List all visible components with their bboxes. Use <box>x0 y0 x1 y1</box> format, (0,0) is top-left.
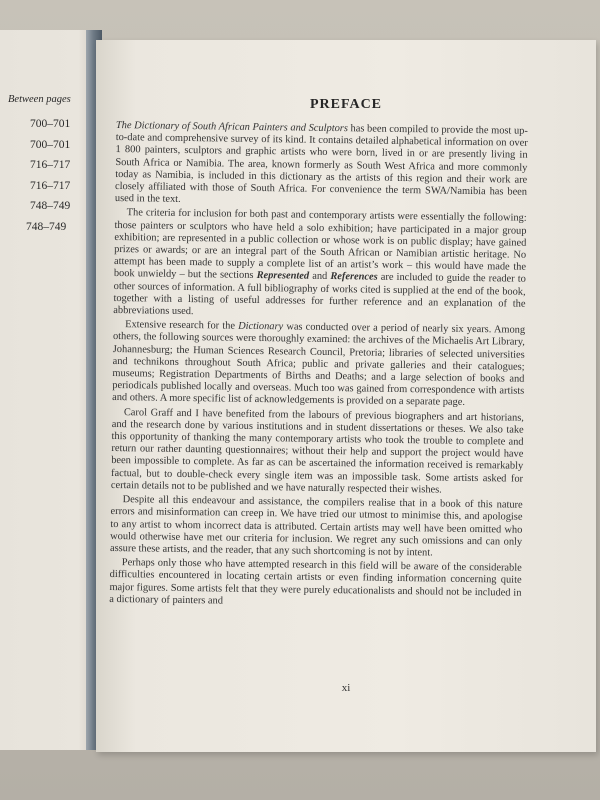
plate-index-label: Between pages <box>8 94 71 105</box>
page-number: xi <box>341 682 351 694</box>
page-title: PREFACE <box>309 97 383 112</box>
section-name-represented: Represented <box>256 270 310 283</box>
preface-body <box>109 120 528 614</box>
paragraph-intro: The Dictionary of South African Painters and Sculptors has been compiled to provide the most up-to-date and comprehensive survey of its kind. It contains detailed alphabetical information on over 1 800 painters, sculptors and graphic artists who were born, lived in or are presently living in South Africa or Namibia. The area, known formerly as South West Africa and more commonly today as Namibia, is included in this dictionary as the artists of this region and their work are closely affiliated with those of South Africa. For convenience the term SWA/Namibia has been used in the text. <box>114 120 528 206</box>
book-title: The Dictionary of South African Painters and Sculptors <box>115 120 348 135</box>
plate-page-range: 700–701 <box>30 118 71 130</box>
plate-page-range: 700–701 <box>30 138 71 151</box>
paragraph-acknowledgement: Carol Graff and I have benefited from the labours of previous biographers and art historians, and the research done by various institutions and in student dissertations or theses. We also take this opportunity of thanking the many contemporary artists who took the trouble to complete and return our rather daunting questionnaires; without their help and support the project would have been impossible to complete. As far as can be ascertained the information received is remarkably factual, but to double-check every single item was an impossible task. Some artists asked for certain details not to be published and we have naturally respected their wishes. <box>110 406 524 496</box>
plate-page-range: 748–749 <box>30 200 71 212</box>
plate-index <box>8 94 88 237</box>
plate-page-range: 716–717 <box>30 159 71 171</box>
plate-page-range: 748–749 <box>26 220 67 233</box>
paragraph-errors: Despite all this endeavour and assistance, the compilers realise that in a book of this nature errors and misinformation can creep in. We have tried our utmost to minimise this, and apologise to any artist to whom incorrect data is attributed. Certain artists may well have been omitted who would otherwise have met our criteria for inclusion. We regret any such omissions and can only assure these artists, and the reader, that any such shortcoming is not by intent. <box>109 494 523 559</box>
paragraph-research: Extensive research for the Dictionary was conducted over a period of nearly six years. Among others, the following sources were thoroughly examined: the archives of the Michaelis Art Library, Johannesburg; the Human Sciences Research Council, Pretoria; libraries of selected universities and technikons throughout South Africa; public and private galleries and their catalogues; museums; Registration Departments of Births and Deaths; and a large selection of books and periodicals published locally and overseas. Much too was gained from correspondence with artists and others. A more specific list of acknowledgements is provided on a separate page. <box>112 319 526 409</box>
paragraph-criteria: The criteria for inclusion for both past and contemporary artists were essentially the following: those painters or sculptors who have held a solo exhibition; have participated in a major group exhibition; are represented in a public collection or whose work is on public display; have gained prizes or awards; or are an integral part of the South African or Namibian artistic heritage. No attempt has been made to supply a complete list of an artist’s work – this would have made the book unwieldy – but the sections Represented and References are included to guide the reader to other sources of information. A full bibliography of works cited is supplied at the end of the book, together with a listing of useful addresses for further reference and an explanation of the abbreviations used. <box>113 207 527 318</box>
paragraph-difficulties: Perhaps only those who have attempted research in this field will be aware of the considerable difficulties encountered in locating certain artists or even finding information concerning quite major figures. Some artists felt that they were purely educationalists and should not be included in a dictionary of painters and <box>109 557 522 607</box>
section-name-references: References <box>330 271 378 284</box>
plate-page-range: 716–717 <box>30 179 71 192</box>
